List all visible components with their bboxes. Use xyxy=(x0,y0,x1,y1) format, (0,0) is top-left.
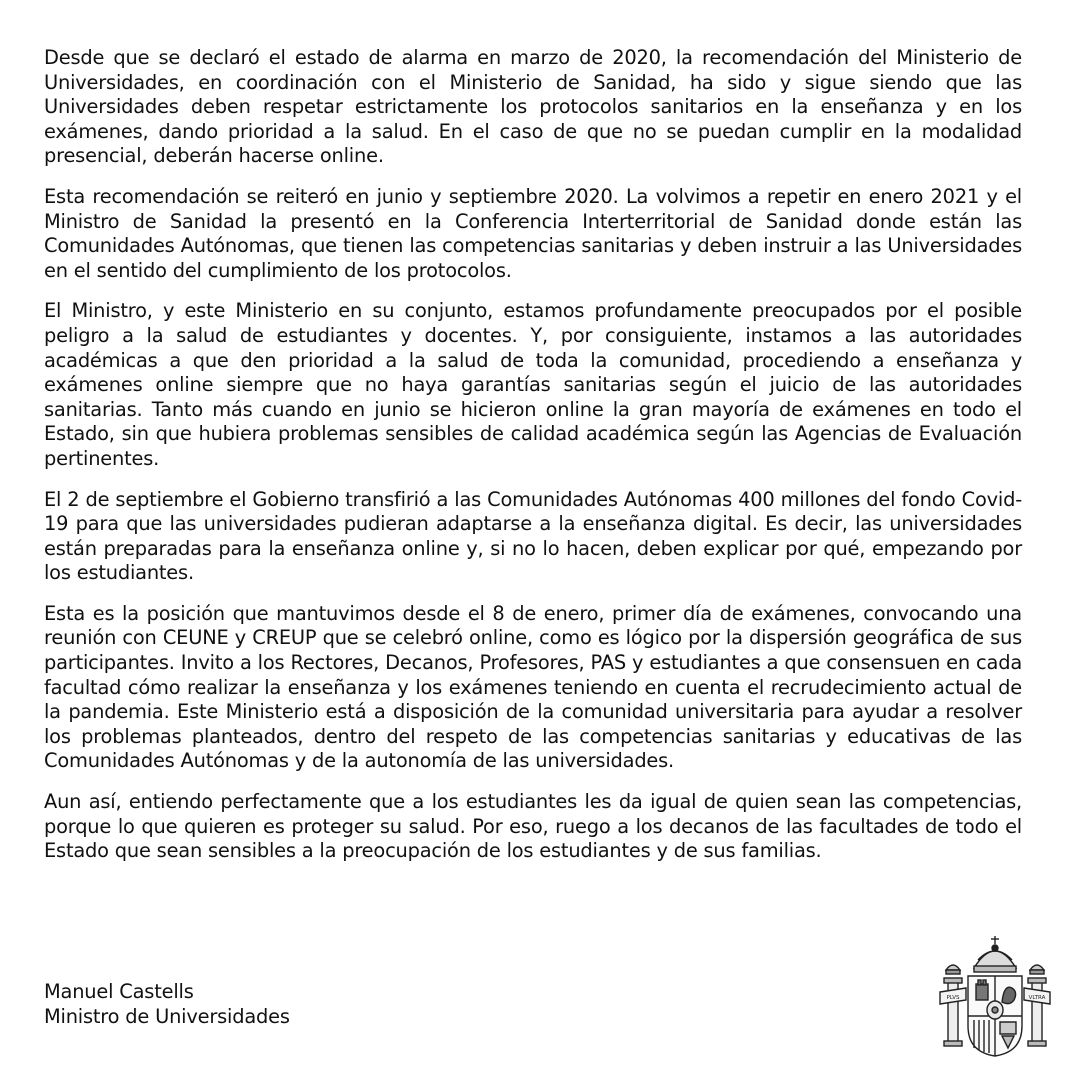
paragraph-6: Aun así, entiendo perfectamente que a los estudiantes les da igual de quien sean las competencias, porque lo que quieren es proteger su salud. Por eso, ruego a los decanos de las facultades de todo el Estado que sean sensibles a la preocupación de los estudiantes y de sus familias. xyxy=(44,790,1022,863)
motto-right-text: VLTRA xyxy=(1028,995,1046,1001)
signatory-title: Ministro de Universidades xyxy=(44,1004,290,1028)
signatory-name: Manuel Castells xyxy=(44,980,194,1003)
paragraph-2: Esta recomendación se reiteró en junio y septiembre 2020. La volvimos a repetir en enero 2021 y el Ministro de Sanidad la presentó en la Conferencia Interterritorial de Sanidad donde están las Comunidades Autónomas, que tienen las competencias sanitarias y deben instruir a las Universidades en el sentido del cumplimiento de los protocolos. xyxy=(44,184,1022,282)
paragraph-5: Esta es la posición que mantuvimos desde el 8 de enero, primer día de exámenes, convocando una reunión con CEUNE y CREUP que se celebró online, como es lógico por la dispersión geográfica de sus participantes. Invito a los Rectores, Decanos, Profesores, PAS y estudiantes a que consensuen en cada facultad cómo realizar la enseñanza y los exámenes teniendo en cuenta el recrudecimiento actual de la pandemia. Este Ministerio está a disposición de la comunidad universitaria para ayudar a resolver los problemas planteados, dentro del respeto de las competencias sanitarias y educativas de las Comunidades Autónomas y de la autonomía de las universidades. xyxy=(44,601,1022,773)
letter-body xyxy=(44,46,1022,880)
coat-of-arms-of-spain-icon xyxy=(938,930,1052,1060)
paragraph-4: El 2 de septiembre el Gobierno transfirió a las Comunidades Autónomas 400 millones del fondo Covid-19 para que las universidades pudieran adaptarse a la enseñanza digital. Es decir, las universidades están preparadas para la enseñanza online y, si no lo hacen, deben explicar por qué, empezando por los estudiantes. xyxy=(44,487,1022,585)
signature-block xyxy=(44,980,290,1029)
paragraph-3: El Ministro, y este Ministerio en su conjunto, estamos profundamente preocupados por el posible peligro a la salud de estudiantes y docentes. Y, por consiguiente, instamos a las autoridades académicas a que den prioridad a la salud de toda la comunidad, procediendo a enseñanza y exámenes online siempre que no haya garantías sanitarias según el juicio de las autoridades sanitarias. Tanto más cuando en junio se hicieron online la gran mayoría de exámenes en todo el Estado, sin que hubiera problemas sensibles de calidad académica según las Agencias de Evaluación pertinentes. xyxy=(44,299,1022,470)
paragraph-1: Desde que se declaró el estado de alarma en marzo de 2020, la recomendación del Ministerio de Universidades, en coordinación con el Ministerio de Sanidad, ha sido y sigue siendo que las Universidades deben respetar estrictamente los protocolos sanitarios en la enseñanza y en los exámenes, dando prioridad a la salud. En el caso de que no se puedan cumplir en la modalidad presencial, deberán hacerse online. xyxy=(44,46,1022,168)
motto-left-text: PLVS xyxy=(946,995,960,1001)
